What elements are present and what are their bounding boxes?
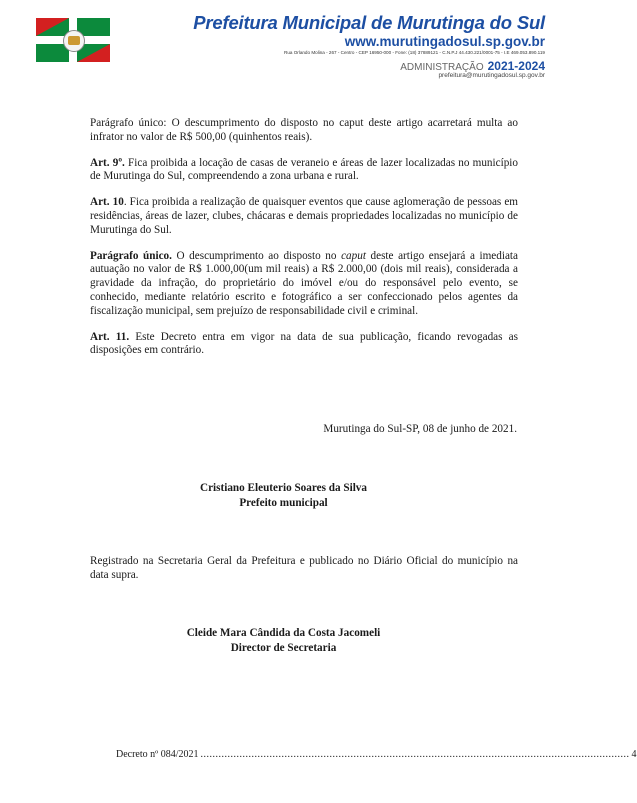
decree-number: Decreto nº 084/2021 (116, 749, 199, 760)
secretary-role: Director de Secretaria (230, 642, 337, 654)
registration-note: Registrado na Secretaria Geral da Prefeitura e publicado no Diário Oficial do município na data supra. (90, 555, 518, 581)
page-footer (116, 749, 637, 760)
email-link[interactable]: prefeitura@murutingadosul.sp.gov.br (438, 72, 545, 79)
secretary-name: Cleide Mara Cândida da Costa Jacomeli (186, 627, 381, 639)
prefecture-title: Prefeitura Municipal de Murutinga do Sul (193, 12, 545, 33)
mayor-signature-block (0, 481, 567, 511)
article-10 (90, 196, 518, 237)
caput-term: caput (341, 249, 366, 262)
administration-line (400, 59, 545, 73)
decree-body (90, 117, 518, 370)
administration-label: ADMINISTRAÇÃO (400, 62, 484, 73)
administration-years: 2021-2024 (487, 59, 545, 73)
page-number: 4 (631, 749, 637, 760)
paragraph-sole-2-text-a: O descumprimento ao disposto no (171, 249, 342, 262)
article-9-label: Art. 9º. (90, 156, 125, 169)
address-line: Rua Orlando Molina - 267 - Centro - CEP 16950-000 - Fone: (18) 37889121 - C.N.P.J 44.430.221/0001-75 - I.E 469.053.890.119 (284, 50, 545, 55)
mayor-role: Prefeito municipal (239, 497, 328, 509)
article-9-text: Fica proibida a locação de casas de veraneio e áreas de lazer localizadas no município de Murutinga do Sul, compreendendo a zona urbana e rural. (90, 156, 518, 183)
article-9 (90, 157, 518, 185)
municipal-flag-icon (36, 18, 110, 62)
letterhead (0, 0, 567, 90)
coat-of-arms-icon (63, 30, 85, 52)
article-11-label: Art. 11. (90, 330, 130, 343)
article-11-text: Este Decreto entra em vigor na data de sua publicação, ficando revogadas as disposições em contrário. (90, 330, 518, 357)
paragraph-sole-2-text-b: deste artigo ensejará a imediata autuação no valor de R$ 1.000,00(um mil reais) a R$ 2.000,00 (dois mil reais), considerada a gravidade da infração, do proprietário do imóvel e/ou do responsável pelo evento, se conhecido, mediante relatório escrito e fotográfico a ser confeccionado pelos agentes da fiscalização municipal, sem prejuízo de responsabilidade civil e criminal. (90, 249, 518, 317)
paragraph-sole-2 (90, 250, 518, 319)
article-10-text: . Fica proibida a realização de quaisquer eventos que cause aglomeração de pessoas em residências, áreas de lazer, clubes, chácaras e demais propriedades localizadas no município de Murutinga do Sul. (90, 196, 518, 236)
paragraph-sole-2-label: Parágrafo único. (90, 249, 172, 262)
date-line: Murutinga do Sul-SP, 08 de junho de 2021. (323, 423, 517, 435)
website-link[interactable]: www.murutingadosul.sp.gov.br (344, 34, 545, 49)
article-10-label: Art. 10 (90, 196, 124, 209)
paragraph-sole-1: Parágrafo único: O descumprimento do disposto no caput deste artigo acarretará multa ao infrator no valor de R$ 500,00 (quinhentos reais). (90, 117, 518, 143)
secretary-signature-block (0, 626, 567, 656)
footer-dot-leader: ............................................................................................................................................... (200, 749, 630, 760)
article-11 (90, 331, 518, 359)
mayor-name: Cristiano Eleuterio Soares da Silva (200, 482, 367, 494)
